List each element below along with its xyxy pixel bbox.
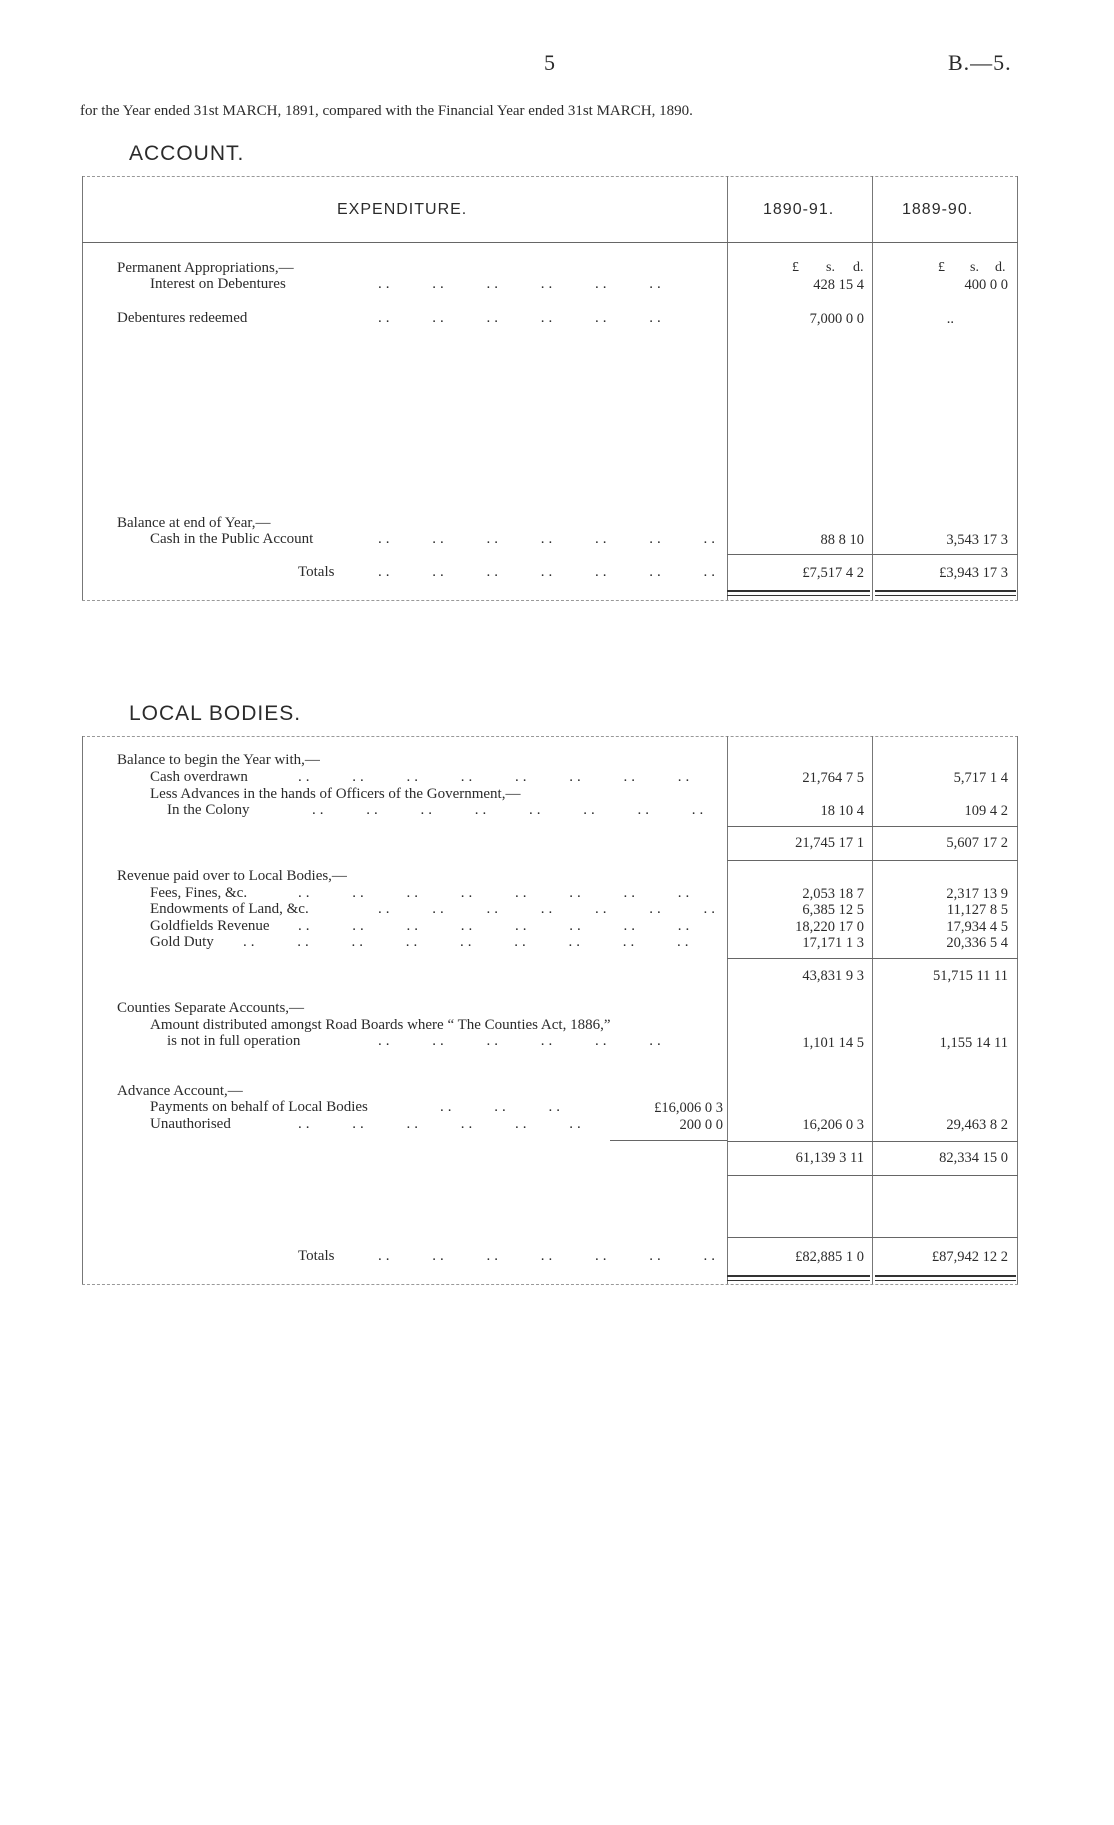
local-bodies-totals-1890-91-value: £82,885 1 0 bbox=[795, 1249, 864, 1265]
leader-dots: .. .. .. .. .. .. .. .. bbox=[312, 802, 708, 818]
local-bodies-right-rule bbox=[1017, 736, 1018, 1284]
leader-dots: .. .. .. .. .. .. bbox=[378, 276, 665, 292]
leader-dots: .. .. .. .. .. .. .. .. .. bbox=[243, 934, 693, 950]
balance-begin-heading: Balance to begin the Year with,— bbox=[117, 752, 320, 768]
balance-end-heading: Balance at end of Year,— bbox=[117, 515, 271, 531]
account-totals-double-rule-1 bbox=[727, 590, 870, 596]
advance-1889-90-value: 29,463 8 2 bbox=[946, 1117, 1008, 1133]
counties-description-line-1: Amount distributed amongst Road Boards where “ The Counties Act, 1886,” bbox=[150, 1017, 611, 1033]
document-reference: B.—5. bbox=[948, 50, 1012, 75]
local-bodies-col-divider-2 bbox=[872, 736, 873, 1284]
in-the-colony-label: In the Colony bbox=[167, 802, 250, 818]
unit-pounds-1890: £ bbox=[792, 260, 799, 275]
local-bodies-top-rule bbox=[82, 736, 1018, 737]
leader-dots: .. .. .. bbox=[440, 1099, 564, 1115]
revenue-subtotal-1889-90-value: 51,715 11 11 bbox=[932, 968, 1008, 984]
cash-public-account-label: Cash in the Public Account bbox=[150, 531, 314, 547]
local-bodies-totals-1889-90-value: £87,942 12 2 bbox=[931, 1249, 1008, 1265]
unit-pounds-1889: £ bbox=[938, 260, 945, 275]
leader-dots: .. .. .. .. .. .. bbox=[378, 1033, 665, 1049]
local-bodies-section-title: LOCAL BODIES. bbox=[129, 702, 302, 725]
subtotal-1889-90-value: 82,334 15 0 bbox=[939, 1150, 1008, 1166]
cash-overdrawn-1890-91-value: 21,764 7 5 bbox=[802, 770, 864, 786]
counties-separate-accounts-heading: Counties Separate Accounts,— bbox=[117, 1000, 305, 1016]
account-col-divider-2 bbox=[872, 176, 873, 600]
payments-inner-value: £16,006 0 3 bbox=[654, 1100, 723, 1116]
interest-1889-90-value: 400 0 0 bbox=[964, 277, 1008, 293]
account-totals-1889-90-value: £3,943 17 3 bbox=[939, 565, 1008, 581]
advance-subtotal-rule bbox=[727, 1141, 1018, 1142]
permanent-appropriations-heading: Permanent Appropriations,— bbox=[117, 260, 294, 276]
local-bodies-col-divider-1 bbox=[727, 736, 728, 1284]
leader-dots: .. .. .. .. .. .. .. .. bbox=[298, 769, 694, 785]
endowments-label: Endowments of Land, &c. bbox=[150, 901, 309, 917]
endowments-1890-91-value: 6,385 12 5 bbox=[802, 902, 864, 918]
advance-1890-91-value: 16,206 0 3 bbox=[802, 1117, 864, 1133]
balance-subtotal-bottom-rule bbox=[727, 860, 1018, 861]
cash-overdrawn-label: Cash overdrawn bbox=[150, 769, 248, 785]
local-bodies-totals-label: Totals bbox=[298, 1248, 335, 1264]
gold-duty-1890-91-value: 17,171 1 3 bbox=[802, 935, 864, 951]
local-bodies-left-rule bbox=[82, 736, 83, 1284]
leader-dots: .. .. .. .. .. .. bbox=[298, 1116, 585, 1132]
account-left-rule bbox=[82, 176, 83, 600]
endowments-1889-90-value: 11,127 8 5 bbox=[946, 902, 1008, 918]
goldfields-revenue-1890-91-value: 18,220 17 0 bbox=[795, 919, 864, 935]
fees-1890-91-value: 2,053 18 7 bbox=[802, 886, 864, 902]
cash-1890-91-value: 88 8 10 bbox=[820, 532, 864, 548]
leader-dots: .. .. .. .. .. .. .. bbox=[378, 1248, 719, 1264]
leader-dots: .. .. .. .. .. .. .. .. bbox=[298, 885, 694, 901]
totals-top-rule bbox=[727, 1237, 1018, 1238]
year-1889-90-column-header: 1889-90. bbox=[902, 201, 974, 218]
interest-on-debentures-label: Interest on Debentures bbox=[150, 276, 286, 292]
gold-duty-1889-90-value: 20,336 5 4 bbox=[946, 935, 1008, 951]
goldfields-revenue-label: Goldfields Revenue bbox=[150, 918, 270, 934]
unit-pence-1889: d. bbox=[995, 260, 1006, 275]
account-totals-double-rule-2 bbox=[875, 590, 1016, 596]
leader-dots: .. .. .. .. .. .. .. bbox=[378, 531, 719, 547]
unit-pence-1890: d. bbox=[853, 260, 864, 275]
interest-1890-91-value: 428 15 4 bbox=[813, 277, 864, 293]
advance-inner-rule bbox=[610, 1140, 727, 1141]
balance-subtotal-rule bbox=[727, 826, 1018, 827]
unauthorised-inner-value: 200 0 0 bbox=[679, 1117, 723, 1133]
account-totals-rule-2 bbox=[872, 554, 1018, 555]
account-section-title: ACCOUNT. bbox=[129, 142, 245, 165]
fees-fines-label: Fees, Fines, &c. bbox=[150, 885, 248, 901]
page-number: 5 bbox=[544, 50, 555, 75]
leader-dots: .. .. .. .. .. .. .. bbox=[378, 901, 719, 917]
balance-subtotal-1889-90-value: 5,607 17 2 bbox=[946, 835, 1008, 851]
subtotal-bottom-rule bbox=[727, 1175, 1018, 1176]
page-subtitle: for the Year ended 31st MARCH, 1891, compared with the Financial Year ended 31st MARCH, 1890. bbox=[80, 103, 693, 119]
revenue-paid-heading: Revenue paid over to Local Bodies,— bbox=[117, 868, 347, 884]
debentures-redeemed-label: Debentures redeemed bbox=[117, 310, 248, 326]
expenditure-column-header: EXPENDITURE. bbox=[337, 201, 468, 218]
fees-1889-90-value: 2,317 13 9 bbox=[946, 886, 1008, 902]
advance-account-heading: Advance Account,— bbox=[117, 1083, 243, 1099]
account-col-divider-1 bbox=[727, 176, 728, 600]
leader-dots: .. .. .. .. .. .. .. .. bbox=[298, 918, 694, 934]
year-1890-91-column-header: 1890-91. bbox=[763, 201, 835, 218]
revenue-subtotal-1890-91-value: 43,831 9 3 bbox=[802, 968, 864, 984]
account-totals-rule-1 bbox=[727, 554, 873, 555]
counties-1889-90-value: 1,155 14 11 bbox=[939, 1035, 1008, 1051]
colony-1890-91-value: 18 10 4 bbox=[820, 803, 864, 819]
local-bodies-totals-double-rule-2 bbox=[875, 1275, 1016, 1281]
debentures-1889-90-value: .. bbox=[946, 311, 954, 327]
revenue-subtotal-rule bbox=[727, 958, 1018, 959]
unit-shillings-1889: s. bbox=[970, 260, 979, 275]
leader-dots: .. .. .. .. .. .. .. bbox=[378, 564, 719, 580]
unauthorised-label: Unauthorised bbox=[150, 1116, 231, 1132]
gold-duty-label: Gold Duty bbox=[150, 934, 214, 950]
account-header-rule bbox=[82, 242, 1018, 243]
colony-1889-90-value: 109 4 2 bbox=[964, 803, 1008, 819]
less-advances-heading: Less Advances in the hands of Officers of the Government,— bbox=[150, 786, 521, 802]
subtotal-1890-91-value: 61,139 3 11 bbox=[795, 1150, 864, 1166]
counties-1890-91-value: 1,101 14 5 bbox=[802, 1035, 864, 1051]
unit-shillings-1890: s. bbox=[826, 260, 835, 275]
debentures-1890-91-value: 7,000 0 0 bbox=[809, 311, 864, 327]
cash-1889-90-value: 3,543 17 3 bbox=[946, 532, 1008, 548]
account-right-rule bbox=[1017, 176, 1018, 600]
account-totals-1890-91-value: £7,517 4 2 bbox=[802, 565, 864, 581]
account-top-rule bbox=[82, 176, 1018, 177]
leader-dots: .. .. .. .. .. .. bbox=[378, 310, 665, 326]
goldfields-revenue-1889-90-value: 17,934 4 5 bbox=[946, 919, 1008, 935]
account-totals-label: Totals bbox=[298, 564, 335, 580]
counties-description-line-2: is not in full operation bbox=[167, 1033, 301, 1049]
local-bodies-totals-double-rule-1 bbox=[727, 1275, 870, 1281]
cash-overdrawn-1889-90-value: 5,717 1 4 bbox=[953, 770, 1008, 786]
payments-on-behalf-label: Payments on behalf of Local Bodies bbox=[150, 1099, 368, 1115]
local-bodies-bottom-rule bbox=[82, 1284, 1018, 1285]
account-bottom-rule bbox=[82, 600, 1018, 601]
balance-subtotal-1890-91-value: 21,745 17 1 bbox=[795, 835, 864, 851]
